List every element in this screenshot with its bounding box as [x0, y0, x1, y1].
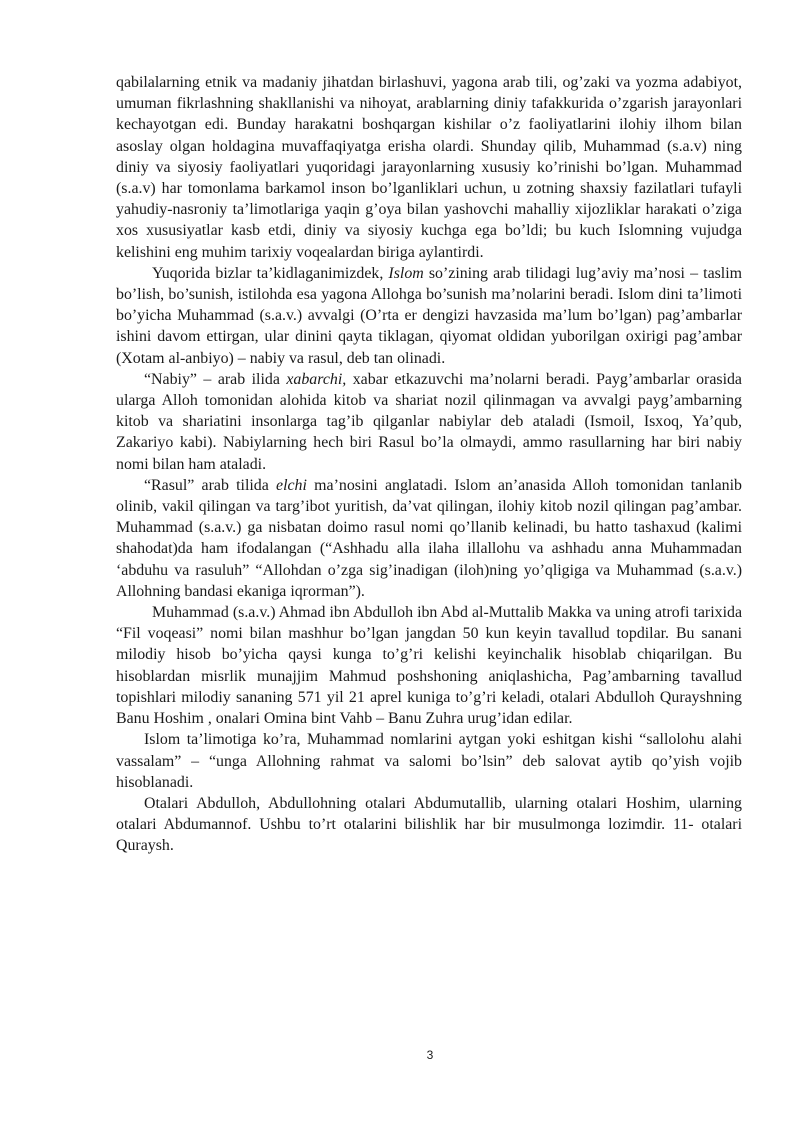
- paragraph-3: [116, 369, 742, 475]
- paragraph-2: [116, 263, 742, 369]
- paragraph-4-text-b: ma’nosini anglatadi. Islom an’anasida Alloh tomonidan tanlanib olinib, vakil qilingan va targ’ibot yuritish, da’vat qilingan, ilohiy kitob nozil qilingan pag’ambar. Muhammad (s.a.v.) ga nisbatan doimo rasul nomi qo’llanib kelinadi, bu hatto tashaxud (kalimi shahodat)da ham ifodalangan (“Ashhadu alla ilaha illallohu va ashhadu anna Muhammadan ‘abduhu va rasuluh” “Allohdan o’zga sig’inadigan (iloh)ning yo’qligiga va Muhammad (s.a.v.) Allohning bandasi ekaniga iqrorman”).: [116, 476, 742, 600]
- paragraph-1-text: qabilalarning etnik va madaniy jihatdan birlashuvi, yagona arab tili, og’zaki va yozma adabiyot, umuman fikrlashning shakllanishi va nihoyat, arablarning diniy tafakkurida o’zgarish jarayonlari kechayotgan edi. Bunday harakatni boshqargan kishilar o’z faoliyatlarini ilohiy ilhom bilan asoslay olgan holdagina muvaffaqiyatga erisha olardi. Shunday qilib, Muhammad (s.a.v) ning diniy va siyosiy faoliyatlari yuqoridagi jarayonlarning xususiy ko’rinishi bo’lgan. Muhammad (s.a.v) har tomonlama barkamol inson bo’lganliklari uchun, u zotning shaxsiy fazilatlari tufayli yahudiy-nasroniy ta’limotlariga yaqin g’oya bilan yashovchi mahalliy xijozliklar harakati o’ziga xos xususiyatlar kasb etdi, diniy va siyosiy kuchga ega bo’ldi; bu kuch Islomning vujudga kelishini eng muhim tarixiy voqealardan biriga aylantirdi.: [116, 74, 742, 261]
- paragraph-5-text: Muhammad (s.a.v.) Ahmad ibn Abdulloh ibn Abd al-Muttalib Makka va uning atrofi tarixida “Fil voqeasi” nomi bilan mashhur bo’lgan jangdan 50 kun keyin tavallud topdilar. Bu sanani milodiy hisob bo’yicha qaysi kunga to’g’ri kelishi keyinchalik hisoblab chiqarilgan. Bu hisoblardan misrlik munajjim Mahmud poshshoning aniqlashicha, Pag’ambarning tavallud topishlari milodiy sananing 571 yil 21 aprel kuniga to’g’ri keladi, otalari Abdulloh Qurayshning Banu Hoshim , onalari Omina bint Vahb – Banu Zuhra urug’idan edilar.: [116, 604, 742, 728]
- paragraph-2-text-b: so’zining arab tilidagi lug’aviy ma’nosi – taslim bo’lish, bo’sunish, istilohda esa yagona Allohga bo’sunish ma’nolarini beradi. Islom dini ta’limoti bo’yicha Muhammad (s.a.v.) avvalgi (O’rta er dengizi havzasida ma’lum bo’lgan) pag’ambarlar ishini davom ettirgan, ular dinini qayta tiklagan, qiyomat oldidan yuborilgan oxirigi pag’ambar (Xotam al-anbiyo) – nabiy va rasul, deb tan olinadi.: [116, 264, 742, 367]
- paragraph-2-italic-term: Islom: [388, 264, 424, 282]
- document-body: [116, 72, 742, 857]
- paragraph-3-italic-term: xabarchi,: [286, 370, 347, 388]
- paragraph-5: [116, 602, 742, 729]
- paragraph-2-text-a: Yuqorida bizlar ta’kidlaganimizdek,: [152, 264, 389, 282]
- paragraph-3-text-b: xabar etkazuvchi ma’nolarni beradi. Payg’ambarlar orasida ularga Alloh tomonidan alohida kitob va shariat nozil qilinmagan va avvalgi payg’ambarning kitob va shariatini insonlarga tag’ib qilganlar nabiylar deb ataladi (Ismoil, Isxoq, Ya’qub, Zakariyo kabi). Nabiylarning hech biri Rasul bo’la olmaydi, ammo rasullarning har biri nabiy nomi bilan ham ataladi.: [116, 370, 742, 473]
- paragraph-3-text-a: “Nabiy” – arab ilida: [144, 370, 287, 388]
- page-number: 3: [426, 1048, 434, 1062]
- paragraph-7-text: Otalari Abdulloh, Abdullohning otalari Abdumutallib, ularning otalari Hoshim, ularning otalari Abdumannof. Ushbu to’rt otalarini bilishlik har bir musulmonga lozimdir. 11- otalari Quraysh.: [116, 794, 742, 855]
- paragraph-4-text-a: “Rasul” arab tilida: [144, 476, 277, 494]
- paragraph-7: [116, 793, 742, 857]
- paragraph-6: [116, 729, 742, 793]
- paragraph-4-italic-term: elchi: [276, 476, 307, 494]
- paragraph-6-text: Islom ta’limotiga ko’ra, Muhammad nomlarini aytgan yoki eshitgan kishi “sallolohu alahi vassalam” – “unga Allohning rahmat va salomi bo’lsin” deb salovat aytib qo’yish vojib hisoblanadi.: [116, 731, 742, 791]
- paragraph-4: [116, 475, 742, 602]
- paragraph-1: [116, 72, 742, 263]
